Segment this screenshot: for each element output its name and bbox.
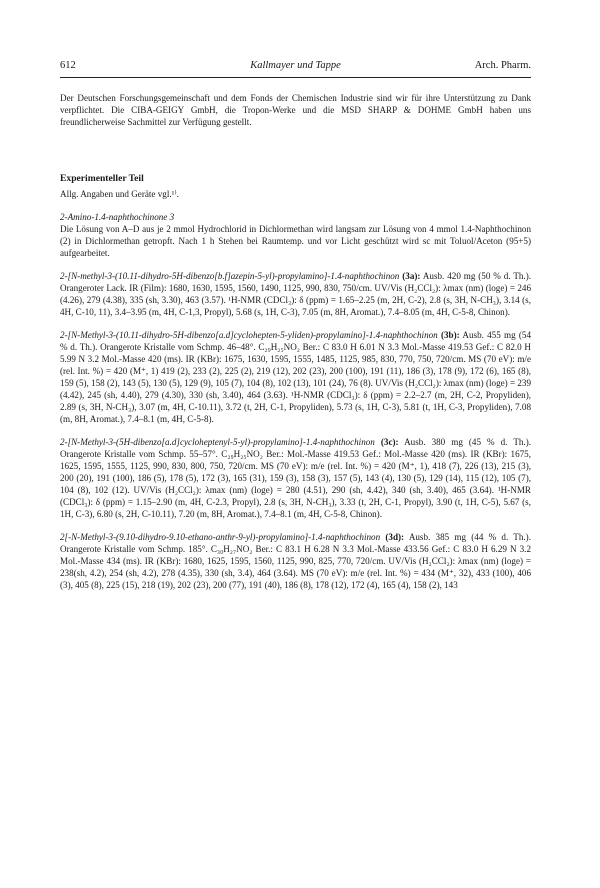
compound-entry xyxy=(60,270,531,318)
entry-text: Ausb. 420 mg (50 % d. Th.). Orangeroter Lack. IR (Film): 1680, 1630, 1595, 1560, 1490, 1125, 990, 830, 750/cm. UV/Vis (H₂CCl₂): λmax (nm) (loge) = 246 (4.26), 279 (4.38), 335 (sh, 3.30), 463 (3.57). ¹H-NMR (CDCl₃): δ (ppm) = 1.65–2.25 (m, 2H, C-2), 2.8 (s, 3H, N-CH₃), 3.14 (s, 4H, C-10, 11), 3.4–3.95 (m, 4H, C-1,3, Propyl), 5.68 (s, 1H, C-3), 7.05 (m, 8H, Aromat.), 7.4–8.05 (m, 4H, C-5-8, Chinon). xyxy=(60,271,532,317)
article-body xyxy=(60,92,531,602)
compound-entry xyxy=(60,531,531,591)
page-number: 612 xyxy=(60,60,76,71)
entry-paragraph xyxy=(60,436,531,520)
compound-label: (3a): xyxy=(402,271,421,281)
entry-title: 2-[N-Methyl-3-(5H-dibenzo[a.d]cycloheptenyl-5-yl)-propylamino]-1.4-naphthochinon xyxy=(60,437,375,447)
acknowledgement: Der Deutschen Forschungsgemeinschaft und dem Fonds der Chemischen Industrie sind wir für ihre Unterstützung zu Dank verpflichtet. Die CIBA-GEIGY GmbH, die Tropon-Werke und die MSD SHARP & DOHME GmbH haben uns freundlicherweise Sachmittel zur Verfügung gestellt. xyxy=(60,93,531,127)
entry-title: 2-[N-Methyl-3-(10.11-dihydro-5H-dibenzo[a.d]cyclohepten-5-yliden)-propylamino]-1.4-naphthochinon xyxy=(60,330,438,340)
entry-paragraph xyxy=(60,270,531,318)
header-rule xyxy=(60,77,531,78)
compound-label: (3c): xyxy=(380,437,399,447)
entry-text: Ausb. 385 mg (44 % d. Th.). Orangerote Kristalle vom Schmp. 185°. C₃₀H₂₇NO₂ Ber.: C 83.1 H 6.28 N 3.3 Mol.-Masse 433.56 Gef.: C 83.0 H 6.29 N 3.2 Mol.-Masse 434 (ms). IR (KBr): 1680, 1625, 1595, 1560, 1125, 990, 825, 770, 720/cm. UV/Vis (H₂CCl₂): λmax (nm) (loge) = 238(sh, 4.2), 254 (sh, 4.2), 278 (4.35), 330 (sh, 3.4), 464 (3.64). MS (70 eV): m/e (rel. Int. %) = 434 (M⁺, 32), 433 (100), 406 (3), 405 (8), 225 (15), 218 (19), 202 (23), 200 (77), 191 (40), 186 (8), 178 (12), 172 (4), 165 (4), 158 (2), 143 xyxy=(60,532,531,590)
section-heading: Experimenteller Teil xyxy=(60,173,144,184)
journal-name: Arch. Pharm. xyxy=(474,60,531,71)
general-info: Allg. Angaben und Geräte vgl.¹⁾. xyxy=(60,189,179,199)
entry-text: Ausb. 380 mg (45 % d. Th.). Orangerote Kristalle vom Schmp. 55–57°. C₂₉H₂₅NO₂ Ber.: Mol.-Masse 419.53 Gef.: Mol.-Masse 420 (ms). IR (KBr): 1675, 1625, 1595, 1555, 1125, 990, 830, 800, 750, 720/cm. MS (70 eV): m/e (rel. Int. %) = 420 (M⁺, 1), 418 (7), 226 (13), 215 (3), 200 (20), 191 (100), 186 (5), 178 (5), 172 (3), 165 (31), 159 (3), 158 (3), 157 (5), 143 (4), 130 (5), 129 (14), 115 (12), 105 (7), 104 (8), 102 (12). UV/Vis (H₂CCl₂): λmax (nm) (loge) = 280 (4.51), 290 (sh, 4.42), 340 (sh, 3.40), 465 (3.64). ¹H-NMR (CDCl₃): δ (ppm) = 1.15–2.90 (m, 4H, C-2.3, Propyl), 2.8 (s, 3H, N-CH₃), 3.33 (t, 2H, C-1, Propyl), 3.90 (t, 1H, C-5), 5.67 (s, 1H, C-3), 6.80 (s, 2H, C-10.11), 7.20 (m, 8H, Aromat.), 7.4–8.1 (m, 4H, C-5-8, Chinon). xyxy=(60,437,531,519)
entry-title: 2-Amino-1.4-naphthochinone 3 xyxy=(60,212,175,222)
entry-title: 2-[N-methyl-3-(10.11-dihydro-5H-dibenzo[b.f]azepin-5-yl)-propylamino]-1.4-naphthochinon xyxy=(60,271,400,281)
entry-text: Die Lösung von A–D aus je 2 mmol Hydrochlorid in Dichlormethan wird langsam zur Lösung von 4 mmol 1.4-Naphthochinon (2) in Dichlormethan getropft. Nach 1 h Stehen bei Raumtemp. und vor Licht geschützt wird sc mit Toluol/Aceton (95+5) aufgearbeitet. xyxy=(60,224,531,258)
running-header xyxy=(60,60,531,74)
entry-text: Ausb. 455 mg (54 % d. Th.). Orangerote Kristalle vom Schmp. 46–48°. C₂₉H₂₅NO₂ Ber.: C 83.0 H 6.01 N 3.3 Mol.-Masse 419.53 Gef.: C 82.0 H 5.99 N 3.2 Mol.-Masse 420 (ms). IR (KBr): 1675, 1630, 1595, 1555, 1485, 1125, 985, 830, 770, 750, 720/cm. MS (70 eV): m/e (rel. Int. %) = 420 (M⁺, 1) 419 (2), 233 (2), 225 (2), 219 (12), 202 (23), 200 (100), 191 (11), 186 (3), 178 (9), 172 (6), 165 (8), 159 (5), 158 (2), 143 (5), 130 (5), 129 (9), 105 (7), 104 (8), 102 (13), 101 (24), 76 (8). UV/Vis (H₂CCl₂): λmax (nm) (loge) = 239 (4.42), 245 (sh, 4.40), 279 (4.30), 330 (sh, 3.40), 464 (3.63). ¹H-NMR (CDCl₃): δ (ppm) = 2.2–2.7 (m, 2H, C-2, Propyliden), 2.89 (s, 3H, N-CH₃), 3.07 (m, 4H, C-10.11), 3.72 (t, 2H, C-1, Propyliden), 5.73 (s, 1H, C-3), 5.81 (t, 1H, C-3, Propyliden), 7.08 (m, 8H, Aromat.), 7.4–8.1 (m, 4H, C-5-8). xyxy=(60,330,531,424)
compound-entry xyxy=(60,329,531,425)
running-authors: Kallmayer und Tappe xyxy=(250,60,341,71)
entry-title: 2[-N-Methyl-3-(9.10-dihydro-9.10-ethano-anthr-9-yl)-propylamino]-1.4-naphthochinon xyxy=(60,532,381,542)
entry-paragraph xyxy=(60,329,531,425)
compound-entry xyxy=(60,436,531,520)
entry-paragraph xyxy=(60,531,531,591)
compound-label: (3b): xyxy=(440,330,460,340)
compound-entry xyxy=(60,211,531,259)
compound-label: (3d): xyxy=(385,532,405,542)
